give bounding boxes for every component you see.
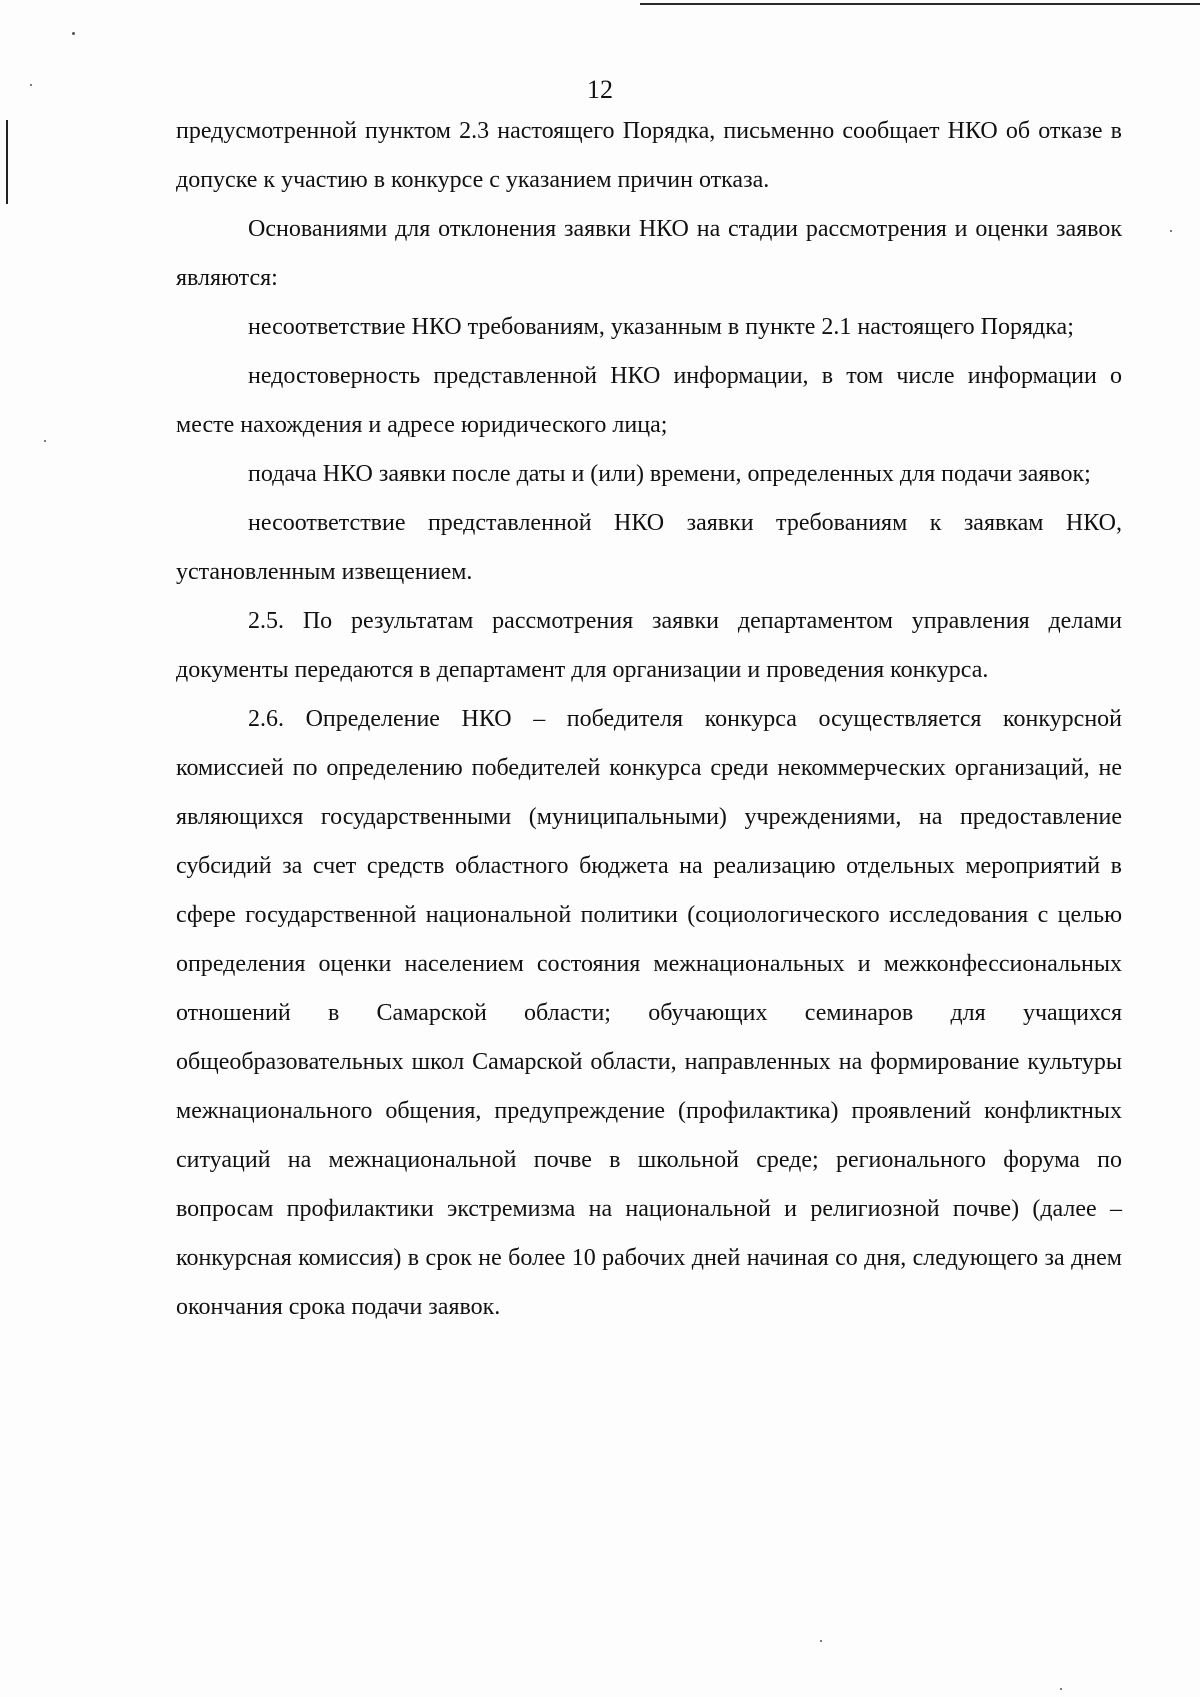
paragraph: несоответствие представленной НКО заявки требованиям к заявкам НКО, установленным извещением. [176, 510, 1122, 585]
scan-speck [1170, 230, 1172, 232]
paragraph: недостоверность представленной НКО информации, в том числе информации о месте нахождения и адресе юридического лица; [176, 363, 1122, 438]
paragraph: предусмотренной пунктом 2.3 настоящего Порядка, письменно сообщает НКО об отказе в допуске к участию в конкурсе с указанием причин отказа. [176, 118, 1122, 193]
scan-edge-line [640, 3, 1200, 5]
paragraph: несоответствие НКО требованиям, указанным в пункте 2.1 настоящего Порядка; [248, 314, 1074, 340]
scan-speck [820, 1640, 822, 1642]
paragraph: подача НКО заявки после даты и (или) времени, определенных для подачи заявок; [248, 461, 1091, 487]
scan-speck [44, 440, 46, 442]
scan-speck [72, 32, 75, 35]
paragraph: 2.5. По результатам рассмотрения заявки департаментом управления делами документы передаются в департамент для организации и проведения конкурса. [176, 608, 1122, 683]
page-number: 12 [587, 75, 613, 104]
document-body [176, 107, 1122, 1332]
paragraph: 2.6. Определение НКО – победителя конкурса осуществляется конкурсной комиссией по определению победителей конкурса среди некоммерческих организаций, не являющихся государственными (муниципальными) учреждениями, на предоставление субсидий за счет средств областного бюджета на реализацию отдельных мероприятий в сфере государственной национальной политики (социологического исследования с целью определения оценки населением состояния межнациональных и межконфессиональных отношений в Самарской области; обучающих семинаров для учащихся общеобразовательных школ Самарской области, направленных на формирование культуры межнационального общения, предупреждение (профилактика) проявлений конфликтных ситуаций на межнациональной почве в школьной среде; регионального форума по вопросам профилактики экстремизма на национальной и религиозной почве) (далее – конкурсная комиссия) в срок не более 10 рабочих дней начиная со дня, следующего за днем окончания срока подачи заявок. [176, 706, 1122, 1320]
scan-speck [1060, 1688, 1062, 1690]
paragraph: Основаниями для отклонения заявки НКО на стадии рассмотрения и оценки заявок являются: [176, 216, 1122, 291]
scan-margin-mark [6, 120, 8, 204]
